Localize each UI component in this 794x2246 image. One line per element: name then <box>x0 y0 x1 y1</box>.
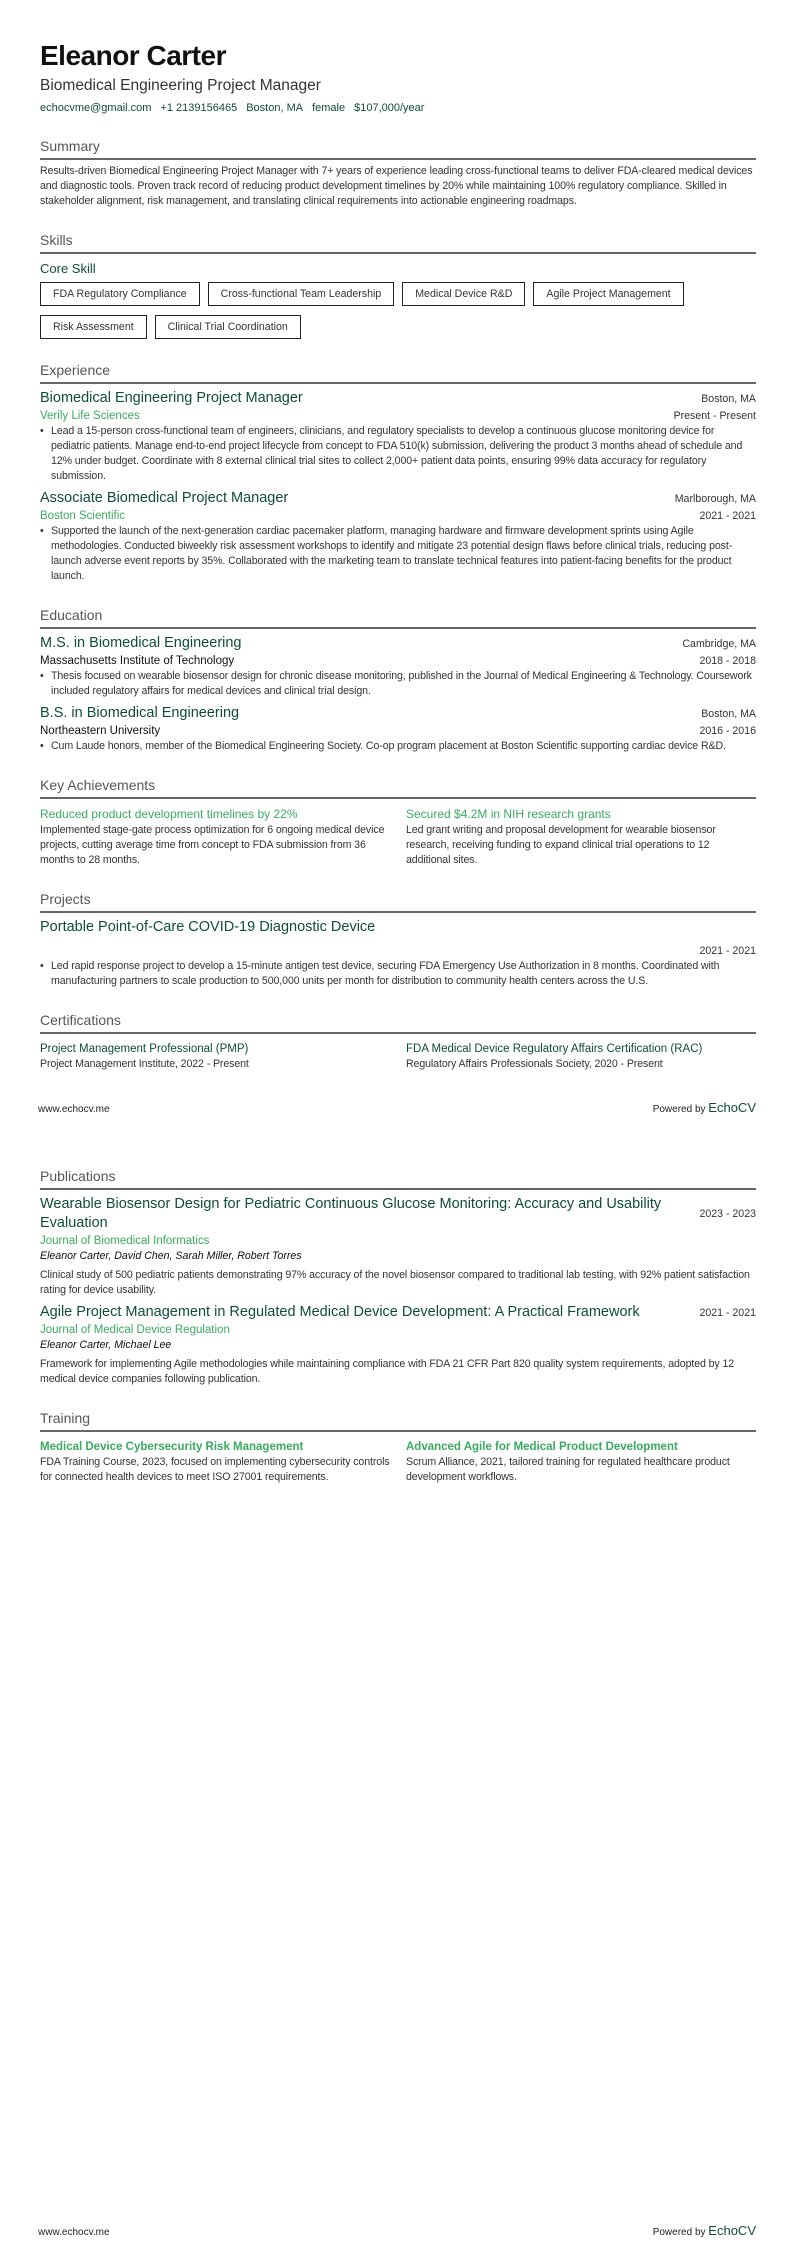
degree: B.S. in Biomedical Engineering <box>40 705 240 721</box>
project-bullet: • Led rapid response project to develop a 15-minute antigen test device, securing FDA Emergency Use Authorization in 8 months. Coordinated with manufacturing partners to scale production to 500,000 units per month for distribution to community health centers across the U.S. <box>40 959 756 989</box>
job-dates: 2021 - 2021 <box>699 510 756 522</box>
training-text: FDA Training Course, 2023, focused on implementing cybersecurity controls for connected health devices to meet ISO 27001 requirements. <box>40 1456 390 1483</box>
achievement-item <box>40 803 390 868</box>
powered-by: Powered by <box>652 2227 706 2238</box>
experience-item <box>40 489 756 584</box>
achievement-title: Secured $4.2M in NIH research grants <box>406 807 611 821</box>
section-heading: Education <box>40 606 756 629</box>
contact-info <box>40 101 756 115</box>
skill-chip: Clinical Trial Coordination <box>155 315 301 339</box>
brand-logo[interactable]: EchoCV <box>708 2223 756 2238</box>
training-item <box>40 1436 390 1485</box>
certifications-section <box>40 1011 756 1072</box>
section-heading: Publications <box>40 1167 756 1190</box>
publication-title: Wearable Biosensor Design for Pediatric Continuous Glucose Monitoring: Accuracy and Usability Evaluation <box>40 1196 662 1231</box>
section-heading: Key Achievements <box>40 776 756 799</box>
section-heading: Experience <box>40 361 756 384</box>
achievement-title: Reduced product development timelines by 22% <box>40 807 298 821</box>
degree: M.S. in Biomedical Engineering <box>40 635 242 651</box>
authors: Eleanor Carter, Michael Lee <box>40 1339 172 1351</box>
publication-title: Agile Project Management in Regulated Medical Device Development: A Practical Framework <box>40 1304 640 1320</box>
skills-section <box>40 231 756 339</box>
candidate-name: Eleanor Carter <box>40 40 226 71</box>
school: Northeastern University <box>40 725 161 737</box>
training-section <box>40 1409 756 1485</box>
job-title: Biomedical Engineering Project Manager <box>40 390 303 406</box>
journal: Journal of Biomedical Informatics <box>40 1235 210 1247</box>
gender: female <box>312 102 346 114</box>
job-dates: Present - Present <box>673 410 756 422</box>
company: Verily Life Sciences <box>40 410 140 422</box>
phone: +1 2139156465 <box>160 102 238 114</box>
projects-section <box>40 890 756 989</box>
experience-item <box>40 389 756 484</box>
certification-item <box>40 1038 390 1072</box>
skill-chip: FDA Regulatory Compliance <box>40 282 200 306</box>
training-text: Scrum Alliance, 2021, tailored training for regulated healthcare product development workflows. <box>406 1456 730 1483</box>
cert-detail: Project Management Institute, 2022 - Present <box>40 1058 249 1070</box>
cert-title: FDA Medical Device Regulatory Affairs Certification (RAC) <box>406 1043 703 1055</box>
page-footer <box>38 2223 756 2238</box>
job-location: Marlborough, MA <box>674 493 756 505</box>
publication-text: Clinical study of 500 pediatric patients demonstrating 97% accuracy of the novel biosensor compared to traditional lab testing, with 92% patient satisfaction rating for device usability. <box>40 1269 750 1296</box>
section-heading: Projects <box>40 890 756 913</box>
page-2 <box>0 1123 794 2246</box>
publication-text: Framework for implementing Agile methodologies while maintaining compliance with FDA 21 CFR Part 820 quality system requirements, adopted by 12 medical device companies following publication. <box>40 1358 735 1385</box>
education-item <box>40 704 756 754</box>
authors: Eleanor Carter, David Chen, Sarah Miller, Robert Torres <box>40 1250 302 1262</box>
powered-by: Powered by <box>652 1104 706 1115</box>
section-heading: Summary <box>40 137 756 160</box>
experience-section <box>40 361 756 584</box>
email[interactable]: echocvme@gmail.com <box>40 102 152 114</box>
skill-chip: Risk Assessment <box>40 315 147 339</box>
location: Boston, MA <box>246 102 304 114</box>
achievement-text: Implemented stage-gate process optimization for 6 ongoing medical device projects, cutting average time from concept to FDA submission from 36 months to 28 months. <box>40 824 385 866</box>
publication-item <box>40 1195 756 1298</box>
edu-dates: 2018 - 2018 <box>699 655 756 667</box>
edu-bullet: • Cum Laude honors, member of the Biomedical Engineering Society. Co-op program placement at Boston Scientific supporting cardiac device R&D. <box>40 739 756 754</box>
publication-item <box>40 1303 756 1387</box>
education-item <box>40 634 756 699</box>
training-title: Medical Device Cybersecurity Risk Management <box>40 1441 304 1453</box>
section-heading: Training <box>40 1409 756 1432</box>
education-section <box>40 606 756 754</box>
school-location: Cambridge, MA <box>682 638 756 650</box>
section-heading: Skills <box>40 231 756 254</box>
publication-dates: 2021 - 2021 <box>699 1306 756 1319</box>
edu-bullet: • Thesis focused on wearable biosensor design for chronic disease monitoring, published in the Journal of Medical Engineering & Technology. Coursework included regulatory affairs for medical devices and clinical trial design. <box>40 669 756 699</box>
project-item <box>40 918 756 989</box>
footer-site-link[interactable]: www.echocv.me <box>38 1104 110 1115</box>
job-bullet: • Supported the launch of the next-generation cardiac pacemaker platform, managing hardware and firmware development sprints using Agile methodologies. Conducted biweekly risk assessment workshops to identify and mitigate 23 potential design flaws before clinical trials, reducing post-launch adverse event reports by 35%. Collaborated with the marketing team to translate technical features into patient-facing benefits for the product launch. <box>40 524 756 584</box>
school-location: Boston, MA <box>701 708 756 720</box>
skill-group-title: Core Skill <box>40 261 96 276</box>
project-dates: 2021 - 2021 <box>699 945 756 957</box>
company: Boston Scientific <box>40 510 126 522</box>
job-bullet: • Lead a 15-person cross-functional team of engineers, clinicians, and regulatory specialists to develop a continuous glucose monitoring device for pediatric patients. Manage end-to-end project lifecycle from concept to FDA 510(k) submission, delivering the product 3 months ahead of schedule and 12% under budget. Coordinate with 8 external clinical trial sites to collect 2,000+ patient data points, ensuring 99% data accuracy for regulatory submission. <box>40 424 756 484</box>
achievement-text: Led grant writing and proposal development for wearable biosensor research, receiving funding to expand clinical trial operations to 12 additional sites. <box>406 824 716 866</box>
brand-logo[interactable]: EchoCV <box>708 1100 756 1115</box>
journal: Journal of Medical Device Regulation <box>40 1324 230 1336</box>
skill-chip: Agile Project Management <box>533 282 683 306</box>
summary-section <box>40 137 756 209</box>
achievement-item <box>406 803 756 868</box>
edu-dates: 2016 - 2016 <box>699 725 756 737</box>
publication-dates: 2023 - 2023 <box>699 1208 756 1220</box>
project-title: Portable Point-of-Care COVID-19 Diagnostic Device <box>40 919 376 935</box>
cert-title: Project Management Professional (PMP) <box>40 1043 249 1055</box>
certification-item <box>406 1038 756 1072</box>
training-item <box>406 1436 756 1485</box>
skill-chip: Cross-functional Team Leadership <box>208 282 395 306</box>
training-title: Advanced Agile for Medical Product Development <box>406 1441 678 1453</box>
page-footer <box>38 1100 756 1115</box>
candidate-title: Biomedical Engineering Project Manager <box>40 77 321 94</box>
skill-chip: Medical Device R&D <box>402 282 525 306</box>
publications-section <box>40 1167 756 1387</box>
school: Massachusetts Institute of Technology <box>40 655 235 667</box>
job-location: Boston, MA <box>701 393 756 405</box>
section-heading: Certifications <box>40 1011 756 1034</box>
salary: $107,000/year <box>354 102 425 114</box>
job-title: Associate Biomedical Project Manager <box>40 490 289 506</box>
summary-text: Results-driven Biomedical Engineering Project Manager with 7+ years of experience leading cross-functional teams to deliver FDA-cleared medical devices and diagnostic tools. Proven track record of reducing product development timelines by 20% while maintaining 100% regulatory compliance. Skilled in stakeholder alignment, risk management, and translating clinical requirements into actionable engineering roadmaps. <box>40 165 753 207</box>
cert-detail: Regulatory Affairs Professionals Society, 2020 - Present <box>406 1058 663 1070</box>
footer-site-link[interactable]: www.echocv.me <box>38 2227 110 2238</box>
achievements-section <box>40 776 756 868</box>
